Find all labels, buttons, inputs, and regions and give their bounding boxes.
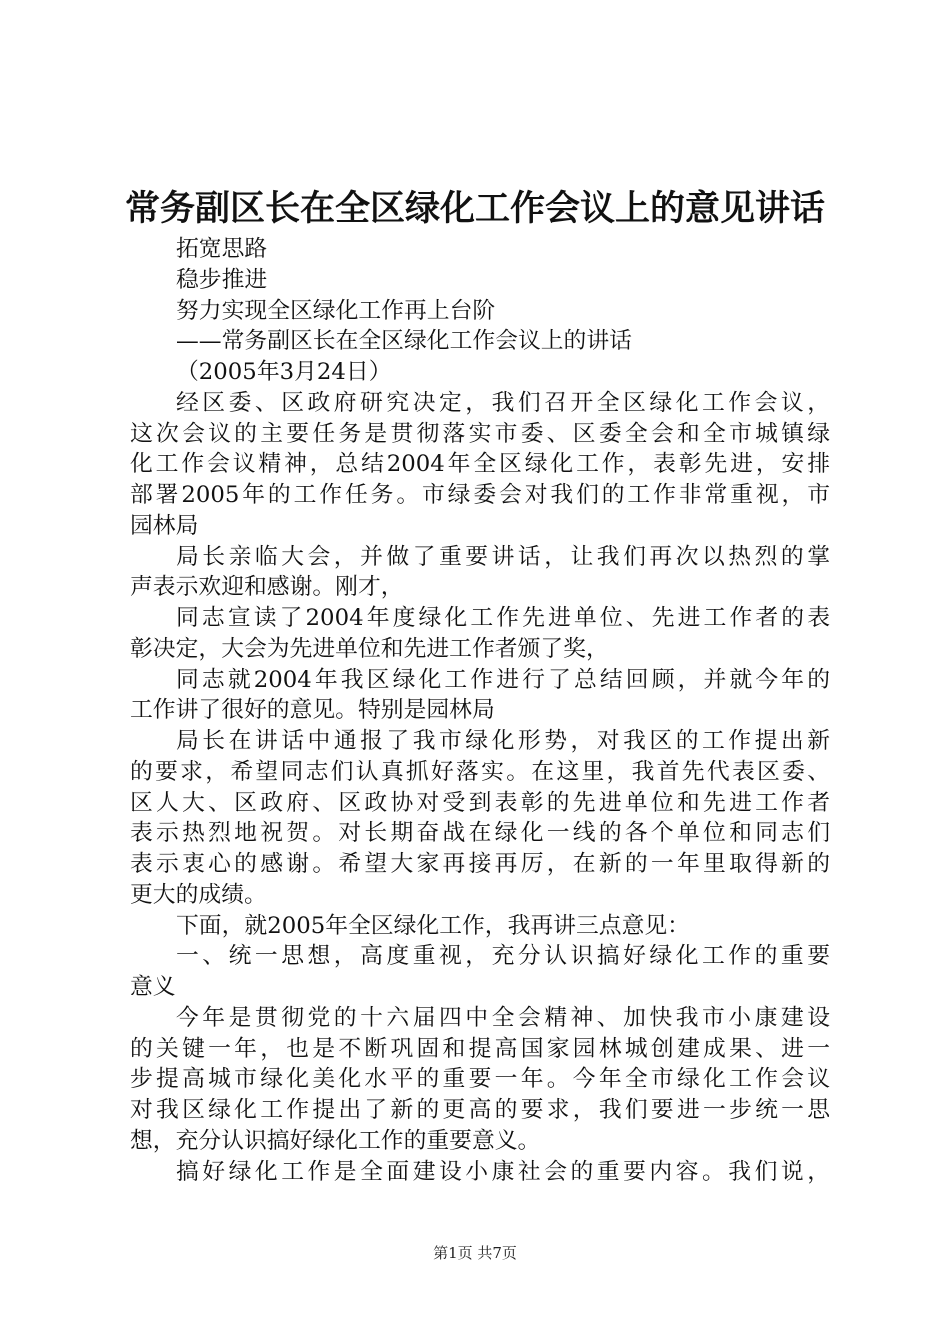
body-line: 局长亲临大会，并做了重要讲话，让我们再次以热烈的掌 — [176, 543, 830, 570]
body-line: 一、统一思想，高度重视，充分认识搞好绿化工作的重要 — [176, 943, 830, 970]
body-line: 园林局 — [130, 512, 199, 539]
body-line: 局长在讲话中通报了我市绿化形势，对我区的工作提出新 — [176, 728, 830, 754]
body-line: 今年是贯彻党的十六届四中全会精神、加快我市小康建设 — [176, 1004, 830, 1031]
body-line: 的要求，希望同志们认真抓好落实。在这里，我首先代表区委、 — [130, 758, 830, 785]
body-line: 拓宽思路 — [176, 236, 268, 262]
body-line: 对我区绿化工作提出了新的更高的要求，我们要进一步统一思 — [130, 1097, 830, 1123]
body-line: 这次会议的主要任务是贯彻落实市委、区委全会和全市城镇绿 — [130, 420, 830, 447]
body-line: 表示衷心的感谢。希望大家再接再厉，在新的一年里取得新的 — [130, 851, 830, 877]
body-line: 步提高城市绿化美化水平的重要一年。今年全市绿化工作会议 — [130, 1066, 830, 1093]
body-line: 同志就2004年我区绿化工作进行了总结回顾，并就今年的 — [176, 666, 830, 693]
body-line: 彰决定，大会为先进单位和先进工作者颁了奖， — [130, 635, 609, 662]
body-line: 化工作会议精神，总结2004年全区绿化工作，表彰先进，安排 — [130, 451, 830, 478]
body-line: 部署2005年的工作任务。市绿委会对我们的工作非常重视，市 — [130, 482, 830, 508]
body-line: 想，充分认识搞好绿化工作的重要意义。 — [130, 1127, 541, 1154]
body-line: 同志宣读了2004年度绿化工作先进单位、先进工作者的表 — [176, 605, 830, 631]
body-line: 声表示欢迎和感谢。刚才， — [130, 574, 404, 601]
body-line: 意义 — [130, 974, 176, 1000]
document-title: 常务副区长在全区绿化工作会议上的意见讲话 — [124, 189, 825, 229]
body-line: 的关键一年，也是不断巩固和提高国家园林城创建成果、进一 — [130, 1035, 830, 1062]
body-line: 区人大、区政府、区政协对受到表彰的先进单位和先进工作者 — [130, 789, 830, 816]
document-body — [130, 234, 830, 1187]
body-line: 更大的成绩。 — [130, 881, 267, 908]
body-line: 稳步推进 — [176, 266, 268, 293]
body-line: 表示热烈地祝贺。对长期奋战在绿化一线的各个单位和同志们 — [130, 820, 830, 847]
body-line: 经区委、区政府研究决定，我们召开全区绿化工作会议， — [176, 389, 830, 416]
body-line: 工作讲了很好的意见。特别是园林局 — [130, 697, 495, 724]
body-line: （2005年3月24日） — [176, 359, 392, 385]
body-line: 搞好绿化工作是全面建设小康社会的重要内容。我们说， — [176, 1158, 830, 1185]
page-number-footer: 第1页 共7页 — [433, 1244, 517, 1262]
body-line: ——常务副区长在全区绿化工作会议上的讲话 — [176, 328, 632, 355]
body-line: 下面，就2005年全区绿化工作，我再讲三点意见： — [176, 912, 690, 939]
body-line: 努力实现全区绿化工作再上台阶 — [176, 297, 496, 324]
